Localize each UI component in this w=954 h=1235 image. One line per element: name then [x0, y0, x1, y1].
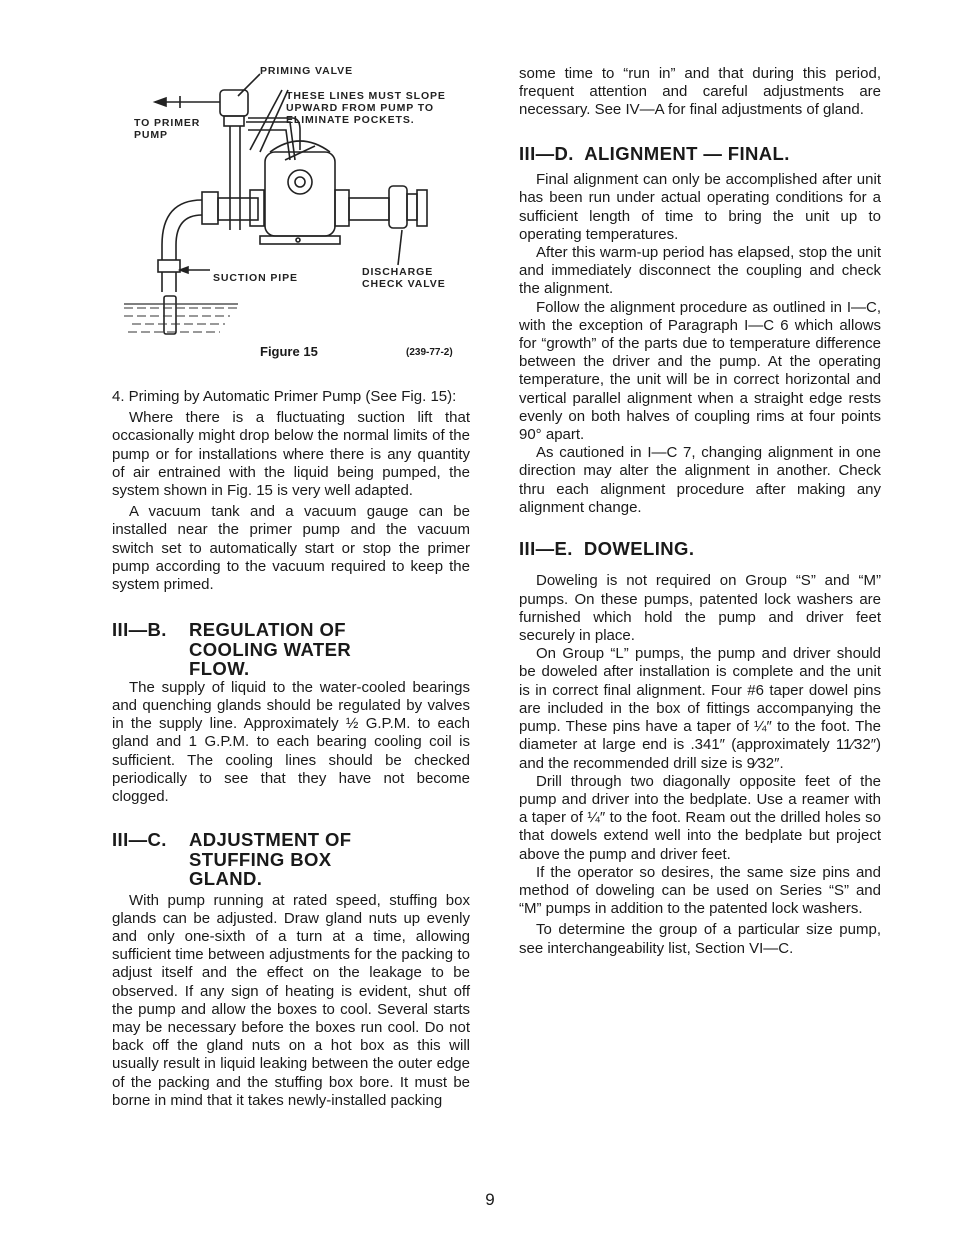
section-b-number: III—B.	[112, 619, 167, 641]
section-c-title-line-3: GLAND.	[189, 868, 263, 890]
section-b-title-line-3: FLOW.	[189, 658, 250, 680]
discharge-check-valve-label: DISCHARGE CHECK VALVE	[362, 266, 446, 290]
figure-15	[110, 60, 480, 360]
item-4-paragraph-1: Where there is a fluctuating suction lift that occasionally might drop below the normal limits of the pump or for installations where there is any quantity of air entrained with the liquid being pumped, the system shown in Fig. 15 is very well adapted.	[112, 409, 470, 500]
section-b-title-line-1: REGULATION OF	[189, 619, 346, 641]
item-4-title: 4. Priming by Automatic Primer Pump (See Fig. 15):	[112, 388, 457, 405]
section-b-paragraph-1: The supply of liquid to the water-cooled bearings and quenching glands should be regulated by valves in the supply line. Approximately ½ G.P.M. to each gland and 1 G.P.M. to each bearing cooling coil is sufficient. The cooling lines should be checked periodically to see that they have not become clogged.	[112, 678, 470, 805]
section-b-title-line-2: COOLING WATER	[189, 638, 352, 660]
section-e-paragraph-3: Drill through two diagonally opposite feet of the pump and driver into the bedplate. Use a reamer with a taper of ¼″ to the foot. Ream out the drilled holes so that dowels extend well into the bedplate but project above the pump and driver feet.	[519, 772, 881, 863]
figure-code: (239-77-2)	[406, 347, 453, 358]
left-column	[112, 388, 470, 1110]
section-e-paragraph-4: If the operator so desires, the same size pins and method of doweling can be used on Series “S” and “M” pumps in addition to the patented lock washers.	[519, 863, 881, 918]
section-c-title-line-1: ADJUSTMENT OF	[189, 829, 352, 851]
slope-note-label: THESE LINES MUST SLOPE UPWARD FROM PUMP TO ELIMINATE POCKETS.	[286, 90, 446, 126]
section-d-paragraph-3: Follow the alignment procedure as outlined in I—C, with the exception of Paragraph I—C 6 which allows for “growth” of the parts due to temperature difference between the driver and the pump. At the operating temperature, the unit will be in correct horizontal and vertical parallel alignment when a straight edge rests evenly on both halves of coupling rims at four points 90° apart.	[519, 298, 881, 443]
right-column	[519, 65, 881, 958]
page-number: 9	[485, 1190, 495, 1209]
section-d-paragraph-2: After this warm-up period has elapsed, stop the unit and immediately disconnect the coupling and check the alignment.	[519, 243, 881, 298]
section-c-number: III—C.	[112, 829, 167, 851]
item-4-paragraph-2: A vacuum tank and a vacuum gauge can be installed near the primer pump and the vacuum switch set to automatically start or stop the primer pump according to the vacuum required to keep the system primed.	[112, 503, 470, 594]
suction-pipe-label: SUCTION PIPE	[213, 272, 298, 284]
section-d-heading: III—D. ALIGNMENT — FINAL.	[519, 142, 790, 164]
priming-valve-label: PRIMING VALVE	[260, 65, 353, 77]
figure-caption: Figure 15	[260, 344, 318, 359]
section-e-paragraph-5: To determine the group of a particular size pump, see interchangeability list, Section VI—C.	[519, 921, 881, 957]
section-e-paragraph-2: On Group “L” pumps, the pump and driver should be doweled after installation is complete and the unit is in correct final alignment. Four #6 taper dowel pins are included in the box of fittings accompanying the pump. These pins have a taper of ¼″ to the foot. The diameter at large end is .341″ (approximately 11⁄32″) and the recommended drill size is 9⁄32″.	[519, 645, 881, 772]
section-c-heading	[112, 830, 470, 889]
continued-paragraph: some time to “run in” and that during this period, frequent attention and careful adjustments are necessary. See IV—A for final adjustments of gland.	[519, 65, 881, 119]
section-d-paragraph-4: As cautioned in I—C 7, changing alignment in one direction may alter the alignment in another. Check thru each alignment procedure after making any alignment change.	[519, 444, 881, 516]
section-c-paragraph-1: With pump running at rated speed, stuffing box glands can be adjusted. Draw gland nuts up evenly and only one-sixth of a turn at a time, allowing sufficient time between adjustments for the packing to adjust itself and the effect on the leakage to be observed. If any sign of heating is evident, shut off the pump and allow the boxes to cool. Several starts may be necessary before the boxes run cool. Do not back off the gland nuts on a hot box as this will usually result in liquid leaking between the outer edge of the packing and the stuffing box bore. It must be borne in mind that it takes newly-installed packing	[112, 891, 470, 1109]
section-c-title-line-2: STUFFING BOX	[189, 848, 332, 870]
section-b-heading	[112, 620, 470, 679]
section-e-heading: III—E. DOWELING.	[519, 537, 695, 559]
section-e-paragraph-1: Doweling is not required on Group “S” and “M” pumps. On these pumps, patented lock washers are furnished which hold the pump and driver feet securely in place.	[519, 572, 881, 645]
section-d-paragraph-1: Final alignment can only be accomplished after unit has been run under actual operating conditions for a sufficient length of time to bring the unit up to operating temperatures.	[519, 171, 881, 243]
to-primer-pump-label: TO PRIMER PUMP	[134, 117, 201, 141]
